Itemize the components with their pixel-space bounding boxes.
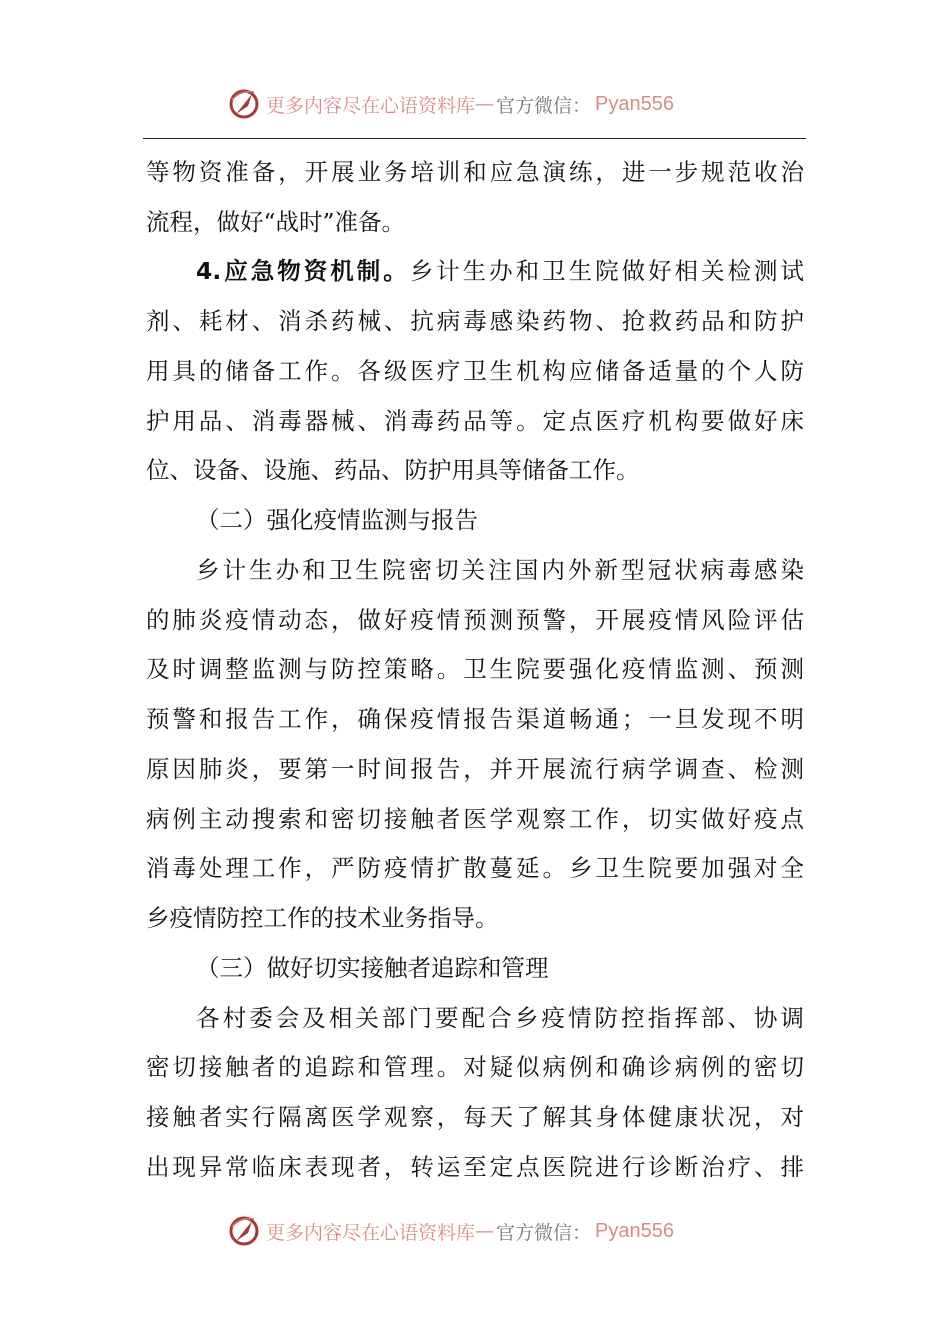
official-label: 官方微信： xyxy=(496,1221,592,1244)
official-label: 官方微信： xyxy=(496,94,592,117)
quill-logo-icon xyxy=(226,86,262,122)
text-line: 密切接触者的追踪和管理。对疑似病例和确诊病例的密切 xyxy=(146,1053,804,1081)
dash: — xyxy=(475,1220,495,1242)
text-line: 乡计生办和卫生院密切关注国内外新型冠状病毒感染 xyxy=(196,556,804,584)
text-line: 的肺炎疫情动态，做好疫情预测预警，开展疫情风险评估 xyxy=(146,606,804,634)
section-title: （二）强化疫情监测与报告 xyxy=(196,506,478,534)
section-title: （三）做好切实接触者追踪和管理 xyxy=(196,954,549,982)
wechat-handle: Pyan556 xyxy=(595,1219,674,1242)
text-line xyxy=(196,256,804,286)
site-text: 更多内容尽在心语资料库 xyxy=(266,94,476,117)
text-line: 用具的储备工作。各级医疗卫生机构应储备适量的个人防 xyxy=(146,357,804,385)
header-rule xyxy=(143,138,806,139)
header-banner xyxy=(226,84,674,124)
text-line: 及时调整监测与防控策略。卫生院要强化疫情监测、预测 xyxy=(146,655,804,683)
text-line: 乡疫情防控工作的技术业务指导。 xyxy=(146,904,499,932)
footer-banner xyxy=(226,1211,674,1251)
text-line: 预警和报告工作，确保疫情报告渠道畅通；一旦发现不明 xyxy=(146,705,804,733)
dash: — xyxy=(475,93,495,115)
text-line: 病例主动搜索和密切接触者医学观察工作，切实做好疫点 xyxy=(146,805,804,833)
wechat-handle: Pyan556 xyxy=(595,92,674,115)
text-line: 护用品、消毒器械、消毒药品等。定点医疗机构要做好床 xyxy=(146,407,804,435)
text-line: 出现异常临床表现者，转运至定点医院进行诊断治疗、排 xyxy=(146,1153,804,1181)
quill-logo-icon xyxy=(226,1213,262,1249)
text-line: 接触者实行隔离医学观察，每天了解其身体健康状况，对 xyxy=(146,1103,804,1131)
text-span: 乡计生办和卫生院做好相关检测试 xyxy=(409,257,805,285)
text-line: 消毒处理工作，严防疫情扩散蔓延。乡卫生院要加强对全 xyxy=(146,854,804,882)
item-heading: 4.应急物资机制。 xyxy=(196,257,410,285)
text-line: 原因肺炎，要第一时间报告，并开展流行病学调查、检测 xyxy=(146,755,804,783)
text-line: 流程，做好“战时”准备。 xyxy=(146,208,406,236)
text-line: 等物资准备，开展业务培训和应急演练，进一步规范收治 xyxy=(146,158,804,186)
text-line: 位、设备、设施、药品、防护用具等储备工作。 xyxy=(146,456,640,484)
site-text: 更多内容尽在心语资料库 xyxy=(266,1221,476,1244)
text-line: 各村委会及相关部门要配合乡疫情防控指挥部、协调 xyxy=(196,1004,804,1032)
text-line: 剂、耗材、消杀药械、抗病毒感染药物、抢救药品和防护 xyxy=(146,307,804,335)
